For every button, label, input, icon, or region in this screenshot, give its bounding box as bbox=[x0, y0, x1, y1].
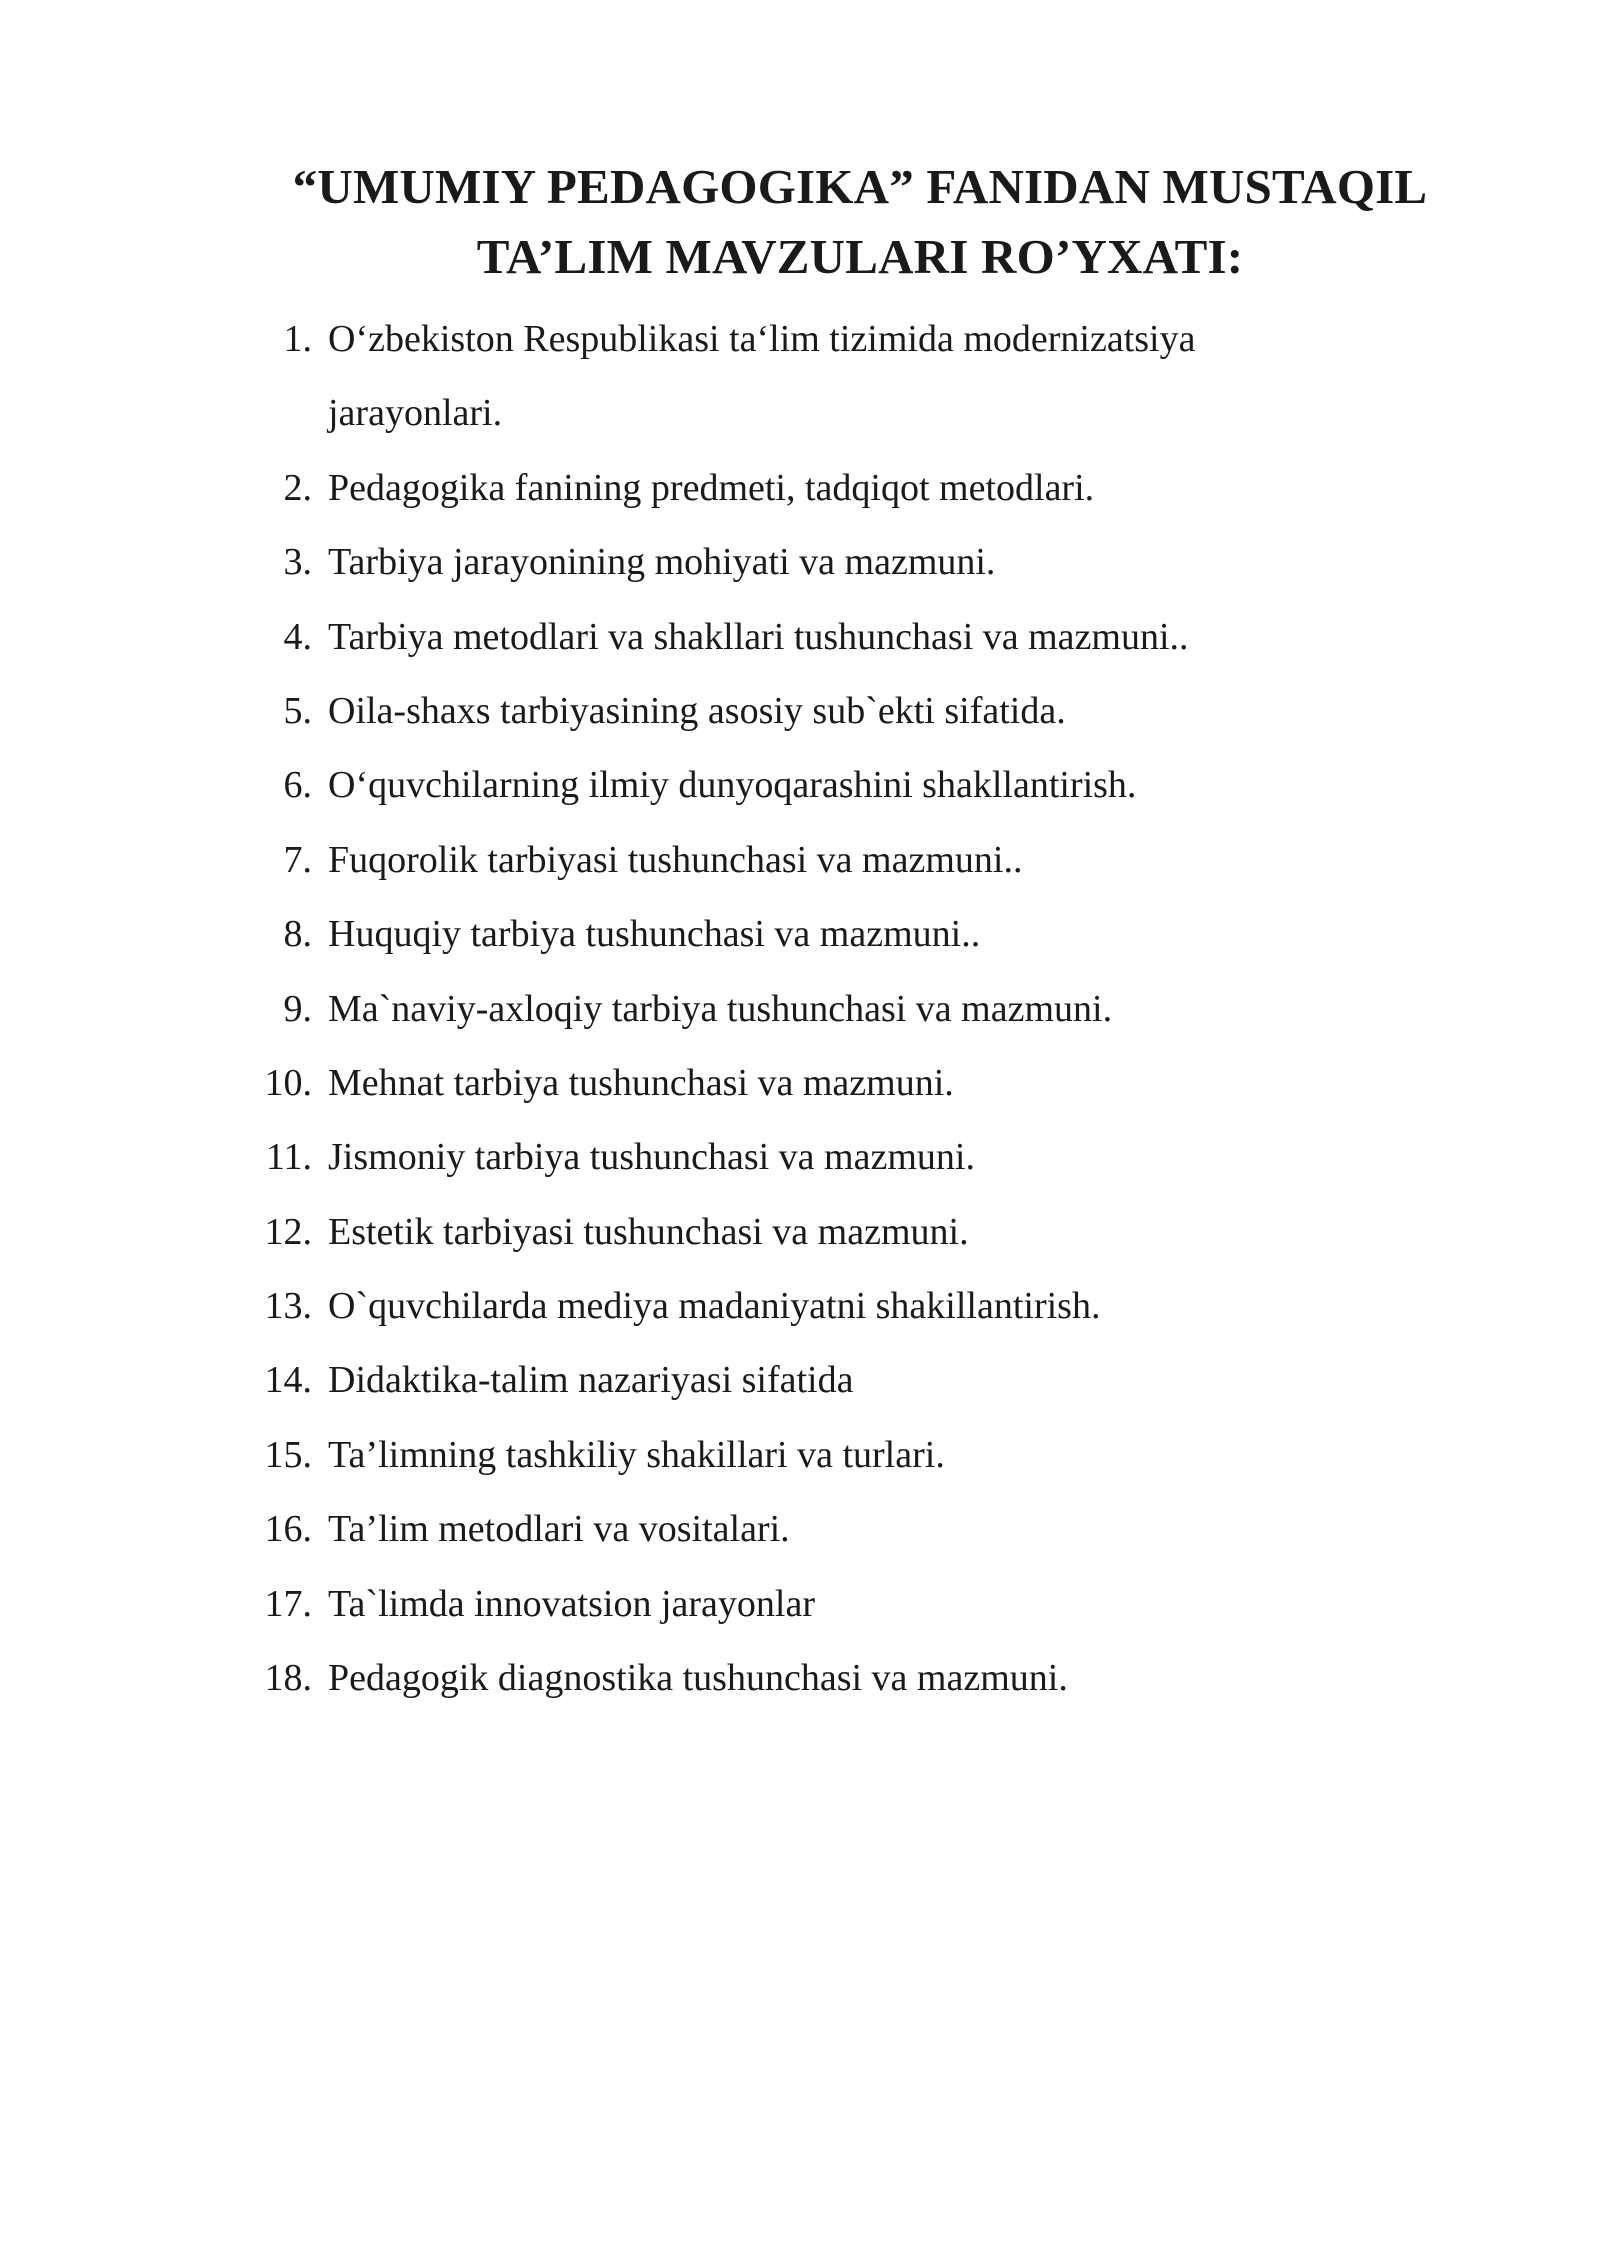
item-text: Pedagogika fanining predmeti, tadqiqot metodlari. bbox=[328, 466, 1095, 509]
list-item bbox=[240, 1418, 1440, 1492]
item-text: Ta’limning tashkiliy shakillari va turlari. bbox=[328, 1433, 945, 1476]
item-text: Huquqiy tarbiya tushunchasi va mazmuni.. bbox=[328, 913, 981, 956]
item-text: Tarbiya jarayonining mohiyati va mazmuni. bbox=[328, 541, 996, 584]
item-number: 5. bbox=[283, 689, 312, 732]
list-item bbox=[240, 600, 1440, 674]
item-text: Didaktika-talim nazariyasi sifatida bbox=[328, 1359, 854, 1402]
list-item bbox=[240, 1492, 1440, 1566]
item-text: Ta’lim metodlari va vositalari. bbox=[328, 1508, 790, 1551]
item-number: 14. bbox=[264, 1359, 312, 1402]
item-text: O`quvchilarda mediya madaniyatni shakillantirish. bbox=[328, 1285, 1101, 1328]
list-item bbox=[240, 823, 1440, 897]
item-number: 17. bbox=[264, 1582, 312, 1625]
list-item bbox=[240, 674, 1440, 748]
title-line-2: TA’LIM MAVZULARI RO’YXATI: bbox=[476, 229, 1244, 284]
item-number: 13. bbox=[264, 1285, 312, 1328]
list-item bbox=[240, 302, 1440, 451]
list-item bbox=[240, 1120, 1440, 1194]
list-item bbox=[240, 972, 1440, 1046]
item-text: Pedagogik diagnostika tushunchasi va mazmuni. bbox=[328, 1657, 1068, 1700]
item-number: 8. bbox=[283, 913, 312, 956]
list-item bbox=[240, 1641, 1440, 1715]
list-item bbox=[240, 897, 1440, 971]
list-item bbox=[240, 451, 1440, 525]
item-number: 9. bbox=[283, 987, 312, 1030]
item-text: O‘zbekiston Respublikasi ta‘lim tizimida modernizatsiya jarayonlari. bbox=[328, 318, 1196, 435]
item-number: 4. bbox=[283, 615, 312, 658]
item-number: 7. bbox=[283, 838, 312, 881]
item-text: Ta`limda innovatsion jarayonlar bbox=[328, 1582, 815, 1625]
item-number: 3. bbox=[283, 541, 312, 584]
item-number: 11. bbox=[265, 1136, 312, 1179]
list-item bbox=[240, 1195, 1440, 1269]
item-number: 12. bbox=[264, 1210, 312, 1253]
list-item bbox=[240, 748, 1440, 822]
item-number: 18. bbox=[264, 1657, 312, 1700]
list-item bbox=[240, 1046, 1440, 1120]
item-number: 10. bbox=[264, 1061, 312, 1104]
item-text: Fuqorolik tarbiyasi tushunchasi va mazmuni.. bbox=[328, 838, 1023, 881]
list-item bbox=[240, 1343, 1440, 1417]
item-text: Jismoniy tarbiya tushunchasi va mazmuni. bbox=[328, 1136, 975, 1179]
item-text: Tarbiya metodlari va shakllari tushunchasi va mazmuni.. bbox=[328, 615, 1189, 658]
title-line-1: “UMUMIY PEDAGOGIKA” FANIDAN MUSTAQIL bbox=[292, 159, 1428, 214]
item-number: 6. bbox=[283, 764, 312, 807]
item-text: Estetik tarbiyasi tushunchasi va mazmuni. bbox=[328, 1210, 969, 1253]
item-number: 15. bbox=[264, 1433, 312, 1476]
item-number: 16. bbox=[264, 1508, 312, 1551]
item-number: 1. bbox=[283, 318, 312, 360]
list-item bbox=[240, 525, 1440, 599]
item-number: 2. bbox=[283, 466, 312, 509]
document-title bbox=[230, 152, 1490, 292]
item-text: Oila-shaxs tarbiyasining asosiy sub`ekti sifatida. bbox=[328, 689, 1066, 732]
item-text: Mehnat tarbiya tushunchasi va mazmuni. bbox=[328, 1061, 954, 1104]
item-text: O‘quvchilarning ilmiy dunyoqarashini shakllantirish. bbox=[328, 764, 1137, 807]
topic-list bbox=[240, 302, 1440, 1715]
list-item bbox=[240, 1269, 1440, 1343]
list-item bbox=[240, 1567, 1440, 1641]
item-text: Ma`naviy-axloqiy tarbiya tushunchasi va mazmuni. bbox=[328, 987, 1113, 1030]
